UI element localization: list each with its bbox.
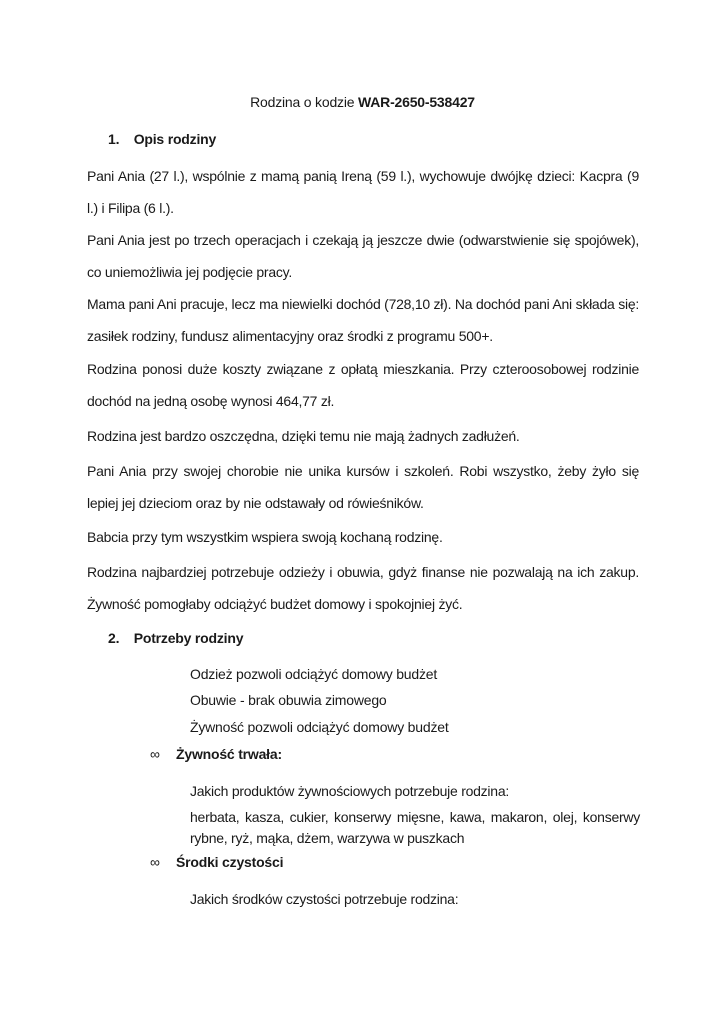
section-heading-potrzeby (108, 630, 243, 646)
infinity-bullet-icon: ∞ (150, 746, 160, 762)
paragraph-needs: Rodzina najbardziej potrzebuje odzieży i obuwia, gdyż finanse nie pozwalają na ich zakup. Żywność pomogłaby odciążyć budżet domowy i spokojniej żyć. (87, 564, 639, 612)
family-code: WAR-2650-538427 (358, 94, 475, 110)
paragraph-health: Pani Ania jest po trzech operacjach i czekają ją jeszcze dwie (odwarstwienie się spojówek), co uniemożliwia jej podjęcie pracy. (87, 232, 639, 280)
cleaning-heading: Środki czystości (176, 854, 284, 870)
paragraph-savings: Rodzina jest bardzo oszczędna, dzięki temu nie mają żadnych zadłużeń. (87, 428, 520, 444)
section-number: 2. (108, 630, 120, 646)
paragraph-grandmother: Babcia przy tym wszystkim wspiera swoją kochaną rodzinę. (87, 529, 443, 545)
section-number: 1. (108, 131, 120, 147)
food-question: Jakich produktów żywnościowych potrzebuje rodzina: (190, 783, 509, 799)
document-title (0, 94, 725, 110)
infinity-bullet-icon: ∞ (150, 854, 160, 870)
paragraph-income: Mama pani Ani pracuje, lecz ma niewielki dochód (728,10 zł). Na dochód pani Ani składa się: zasiłek rodziny, fundusz alimentacyjny oraz środki z programu 500+. (87, 296, 639, 344)
paragraph-family: Pani Ania (27 l.), wspólnie z mamą panią Ireną (59 l.), wychowuje dwójkę dzieci: Kacpra (9 l.) i Filipa (6 l.). (87, 168, 639, 216)
cleaning-subheading (150, 854, 283, 870)
food-list: herbata, kasza, cukier, konserwy mięsne, kawa, makaron, olej, konserwy rybne, ryż, mąka, dżem, warzywa w puszkach (190, 809, 640, 846)
need-item-shoes: Obuwie - brak obuwia zimowego (190, 692, 387, 708)
cleaning-question: Jakich środków czystości potrzebuje rodzina: (190, 891, 459, 907)
food-heading: Żywność trwała: (176, 746, 282, 762)
section-title: Opis rodziny (133, 131, 217, 147)
title-prefix: Rodzina o kodzie (250, 94, 359, 110)
section-title: Potrzeby rodziny (133, 630, 244, 646)
need-item-food: Żywność pozwoli odciążyć domowy budżet (190, 719, 449, 735)
food-subheading (150, 746, 282, 762)
paragraph-costs: Rodzina ponosi duże koszty związane z opłatą mieszkania. Przy czteroosobowej rodzinie dochód na jedną osobę wynosi 464,77 zł. (87, 361, 639, 409)
paragraph-courses: Pani Ania przy swojej chorobie nie unika kursów i szkoleń. Robi wszystko, żeby żyło się lepiej jej dzieciom oraz by nie odstawały od rówieśników. (87, 463, 639, 511)
section-heading-opis (108, 131, 216, 147)
need-item-clothing: Odzież pozwoli odciążyć domowy budżet (190, 666, 438, 682)
